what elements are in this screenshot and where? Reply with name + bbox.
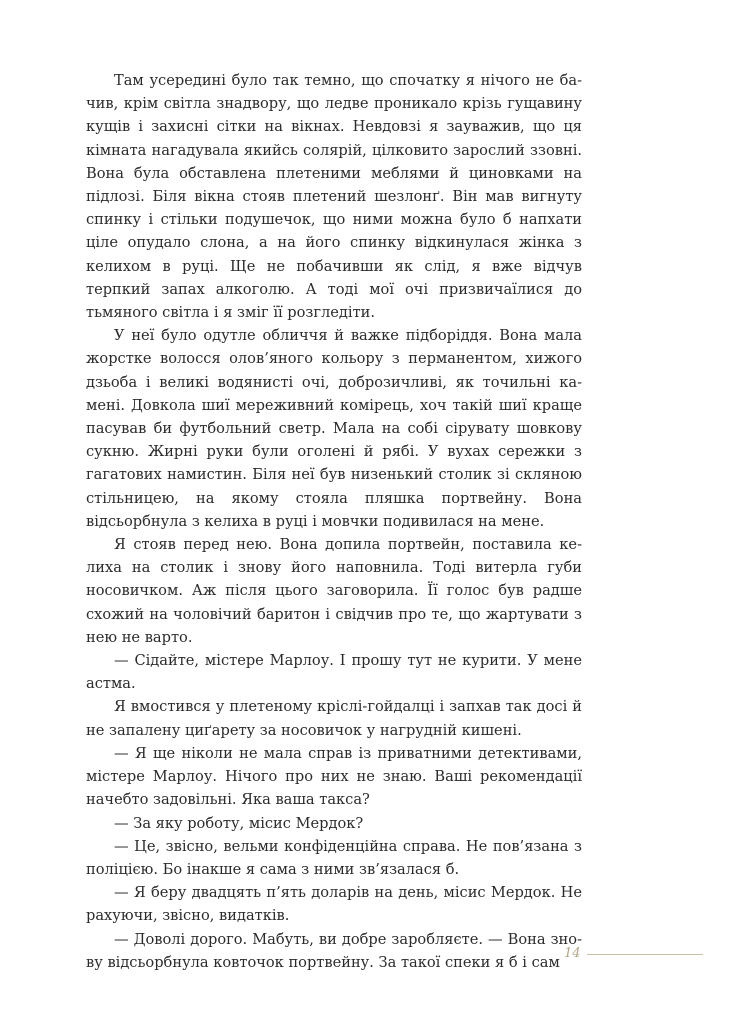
footer-rule	[587, 954, 703, 955]
paragraph-1: Там усередині було так темно, що спочатку я нічого не бачив, крім світла знадвору, що ледве проникало крізь гущавину кущів і захисні сітки на вікнах. Невдовзі я зауважив, що ця кімната нагадувала якийсь солярій, цілковито зарослий ззовні. Вона була обставлена плетеними меблями й циновками на підлозі. Біля вікна стояв плетений шезлонґ. Він мав вигнуту спинку і стільки подушечок, що ними можна було б напхати ціле опудало слона, а на його спинку відкинулася жінка з келихом в руці. Ще не побачивши як слід, я вже відчув терпкий запах алкоголю. А тоді мої очі призвичаїлися до тьмяного світла і я зміг її розгледіти.	[86, 72, 582, 322]
paragraph-2: У неї було одутле обличчя й важке підборіддя. Вона мала жорстке волосся олов’яного кольору з перманентом, хижого дзьоба і великі водянисті очі, доброзичливі, як точильні камені. Довкола шиї мереживний комірець, хоч такій шиї краще пасував би футбольний светр. Мала на собі сірувату шовкову сукню. Жирні руки були оголені й рябі. У вухах сережки з гагатових намистин. Біля неї був низенький столик зі скляною стільницею, на якому стояла пляшка портвейну. Вона відсьорбнула з келиха в руці і мовчки подивилася на мене.	[86, 327, 582, 530]
page-number: 14	[564, 946, 581, 961]
paragraph-3: Я стояв перед нею. Вона допила портвейн, поставила келиха на столик і знову його наповнила. Тоді витерла губи носовичком. Аж після цього заговорила. Її голос був радше схожий на чоловічий баритон і свідчив про те, що жартувати з нею не варто.	[86, 536, 582, 646]
dialogue-line-4: — Це, звісно, вельми конфіденційна справа. Не пов’язана з поліцією. Бо інакше я сама з ними зв’язалася б.	[86, 837, 582, 878]
page-footer	[0, 944, 750, 968]
paragraph-4: Я вмостився у плетеному кріслі-гойдалці і запхав так досі й не запалену циґарету за носовичок у нагрудній кишені.	[86, 698, 582, 739]
dialogue-line-3: — За яку роботу, місис Мердок?	[114, 814, 364, 832]
dialogue-line-5: — Я беру двадцять п’ять доларів на день, місис Мердок. Не рахуючи, звісно, видатків.	[86, 884, 582, 925]
page-body-text	[86, 69, 582, 974]
dialogue-line-2: — Я ще ніколи не мала справ із приватними детективами, містере Марлоу. Нічого про них не знаю. Ваші рекомендації начебто задовільні. Яка ваша такса?	[86, 744, 582, 809]
dialogue-line-6: — Доволі дорого. Мабуть, ви добре заробляєте. — Вона знову відсьорбнула ковточок портвейну. За такої спеки я б і сам	[86, 930, 582, 971]
dialogue-line-1: — Сідайте, містере Марлоу. І прошу тут не курити. У мене астма.	[86, 652, 582, 693]
